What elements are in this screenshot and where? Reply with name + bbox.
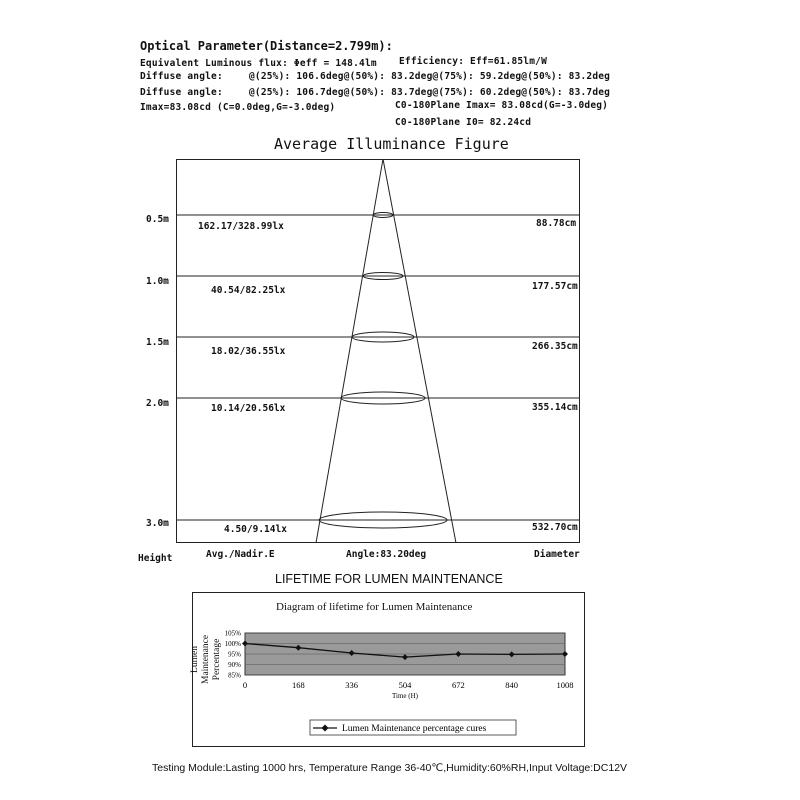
ytick-layer	[225, 630, 242, 680]
x-tick-label: 1008	[556, 680, 574, 690]
c0-imax: C0-180Plane Imax= 83.08cd(G=-3.0deg)	[395, 100, 609, 111]
height-label-1: 1.0m	[146, 276, 169, 287]
x-tick-label: 504	[398, 680, 412, 690]
testing-note: Testing Module:Lasting 1000 hrs, Temperature Range 36-40℃,Humidity:60%RH,Input Voltage:DC12V	[152, 762, 628, 774]
y-tick-label: 85%	[228, 671, 241, 680]
x-tick-label: 672	[451, 680, 465, 690]
xtick-layer	[243, 680, 574, 690]
imax: Imax=83.08cd (C=0.0deg,G=-3.0deg)	[140, 102, 336, 113]
illuminance-value-0: 162.17/328.99lx	[198, 221, 284, 232]
lifetime-diagram-title: Diagram of lifetime for Lumen Maintenance	[276, 601, 473, 613]
y-tick-label: 95%	[228, 650, 241, 659]
optical-title: Optical Parameter(Distance=2.799m):	[140, 39, 393, 53]
luminous-flux: Equivalent Luminous flux: Φeff = 148.4lm	[140, 58, 377, 69]
c0-i0: C0-180Plane I0= 82.24cd	[395, 117, 532, 128]
diffuse-angle-label-1: Diffuse angle:	[140, 71, 223, 82]
chart-ylabel-line: Lumen	[190, 646, 200, 673]
diameter-value-4: 532.70cm	[532, 522, 578, 533]
diameter-value-0: 88.78cm	[536, 218, 577, 229]
y-tick-label: 105%	[224, 629, 241, 638]
diffuse-angle-values-2: @(25%): 106.7deg@(50%): 83.7deg@(75%): 60.2deg@(50%): 83.7deg	[249, 87, 611, 98]
footer-height: Height	[138, 553, 173, 564]
diameter-value-3: 355.14cm	[532, 402, 578, 413]
illuminance-value-2: 18.02/36.55lx	[211, 346, 286, 357]
efficiency: Efficiency: Eff=61.85lm/W	[399, 56, 547, 67]
height-label-4: 3.0m	[146, 518, 169, 529]
diameter-value-2: 266.35cm	[532, 341, 578, 352]
diameter-value-1: 177.57cm	[532, 281, 578, 292]
lifetime-section-title: LIFETIME FOR LUMEN MAINTENANCE	[275, 572, 503, 586]
diffuse-angle-label-2: Diffuse angle:	[140, 87, 223, 98]
chart-ylabel-line: Percentage	[212, 638, 222, 681]
x-tick-label: 840	[505, 680, 519, 690]
height-label-0: 0.5m	[146, 214, 169, 225]
x-tick-label: 336	[345, 680, 359, 690]
height-label-3: 2.0m	[146, 398, 169, 409]
height-label-2: 1.5m	[146, 337, 169, 348]
illuminance-value-4: 4.50/9.14lx	[224, 524, 287, 535]
illuminance-value-1: 40.54/82.25lx	[211, 285, 286, 296]
footer-angle: Angle:83.20deg	[346, 549, 427, 560]
y-tick-label: 100%	[224, 640, 241, 648]
x-tick-label: 168	[291, 680, 305, 690]
footer-avg-nadir: Avg./Nadir.E	[206, 549, 275, 560]
diffuse-angle-values-1: @(25%): 106.6deg@(50%): 83.2deg@(75%): 59.2deg@(50%): 83.2deg	[249, 71, 611, 82]
chart-ylabel-line: Maintenance	[201, 634, 211, 684]
illuminance-value-3: 10.14/20.56lx	[211, 403, 286, 414]
x-axis-label: Time (H)	[392, 692, 418, 700]
footer-diameter: Diameter	[534, 549, 580, 560]
x-tick-label: 0	[242, 680, 248, 690]
illuminance-title: Average Illuminance Figure	[274, 135, 509, 153]
legend-label: Lumen Maintenance percentage cures	[342, 724, 487, 734]
y-tick-label: 90%	[228, 661, 241, 669]
